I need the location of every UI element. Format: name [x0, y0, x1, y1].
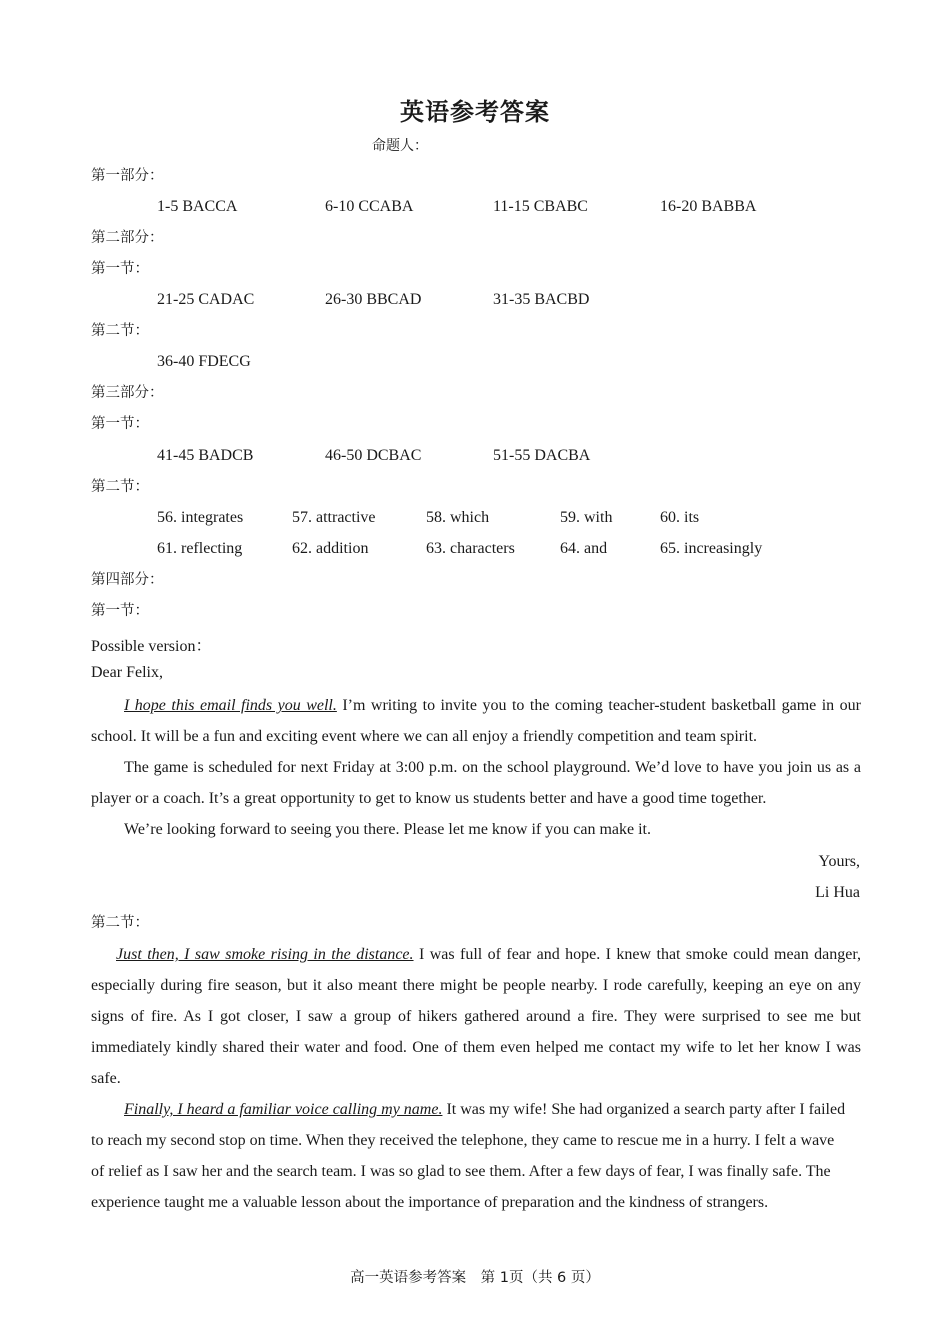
answer-group: 46-50 DCBAC [325, 447, 422, 464]
cloze-answer: 56. integrates [157, 509, 244, 526]
page-footer: 高一英语参考答案 第 1页（共 6 页） [350, 1270, 600, 1286]
cloze-answer: 62. addition [292, 540, 369, 557]
answer-group: 21-25 CADAC [157, 291, 255, 308]
answer-group: 11-15 CBABC [493, 198, 588, 215]
answer-group: 6-10 CCABA [325, 198, 414, 215]
answer-group: 16-20 BABBA [660, 198, 757, 215]
continuation-paragraph-2: Finally, I heard a familiar voice calling my name. It was my wife! She had organized a search party after I failed to reach my second stop on time. When they received the telephone, they came to rescue me in a hurry. I felt a wave of relief as I saw her and the search team. I was so glad to see them. After a few days of fear, I was finally safe. The experience taught me a valuable lesson about the importance of preparation and the kindness of strangers. [91, 1101, 846, 1211]
part4-section2-heading: 第二节： [91, 915, 149, 931]
letter-signature: Li Hua [815, 884, 860, 901]
letter-paragraph-3: We’re looking forward to seeing you there. Please let me know if you can make it. [124, 821, 651, 838]
cloze-answer: 64. and [560, 540, 608, 557]
part1-heading: 第一部分： [91, 168, 164, 184]
letter-paragraph-1: I hope this email finds you well. I’m writing to invite you to the coming teacher-student basketball game in our school. It will be a fun and exciting event where we can all enjoy a friendly competition and team spirit. [91, 697, 861, 745]
possible-version-label: Possible version： [91, 638, 212, 655]
cloze-answer: 63. characters [426, 540, 515, 557]
answer-group: 41-45 BADCB [157, 447, 254, 464]
part2-section1-heading: 第一节： [91, 261, 149, 277]
letter-paragraph-2: The game is scheduled for next Friday at 3:00 p.m. on the school playground. We’d love to have you join us as a player or a coach. It’s a great opportunity to get to know us students better and have a good time together. [91, 759, 861, 807]
part2-section2-heading: 第二节： [91, 323, 149, 339]
part3-section2-heading: 第二节： [91, 479, 149, 495]
underlined-phrase: Finally, I heard a familiar voice calling my name. [124, 1101, 443, 1118]
cloze-answer: 65. increasingly [660, 540, 763, 557]
underlined-phrase: I hope this email finds you well. [124, 697, 337, 714]
answer-group: 1-5 BACCA [157, 198, 238, 215]
part3-heading: 第三部分： [91, 385, 164, 401]
answer-group: 36-40 FDECG [157, 353, 251, 370]
letter-salutation: Dear Felix, [91, 664, 163, 681]
part4-section1-heading: 第一节： [91, 603, 149, 619]
cloze-answer: 60. its [660, 509, 700, 526]
answer-group: 31-35 BACBD [493, 291, 590, 308]
answer-group: 26-30 BBCAD [325, 291, 422, 308]
cloze-answer: 58. which [426, 509, 490, 526]
part4-heading: 第四部分： [91, 572, 164, 588]
part3-section1-heading: 第一节： [91, 416, 149, 432]
underlined-phrase: Just then, I saw smoke rising in the distance. [116, 946, 414, 963]
part2-heading: 第二部分： [91, 230, 164, 246]
question-setter-label: 命题人： [372, 138, 428, 154]
cloze-answer: 61. reflecting [157, 540, 243, 557]
letter-closing: Yours, [818, 853, 860, 870]
answer-group: 51-55 DACBA [493, 447, 591, 464]
cloze-answer: 59. with [560, 509, 613, 526]
continuation-paragraph-1: Just then, I saw smoke rising in the distance. I was full of fear and hope. I knew that smoke could mean danger, especially during fire season, but it also meant there might be people nearby. I rode carefully, keeping an eye on any signs of fire. As I got closer, I saw a group of hikers gathered around a fire. They were surprised to see me but immediately kindly shared their water and food. One of them even helped me contact my wife to let her know I was safe. [91, 946, 862, 1087]
page-title: 英语参考答案 [400, 97, 550, 126]
cloze-answer: 57. attractive [292, 509, 376, 526]
